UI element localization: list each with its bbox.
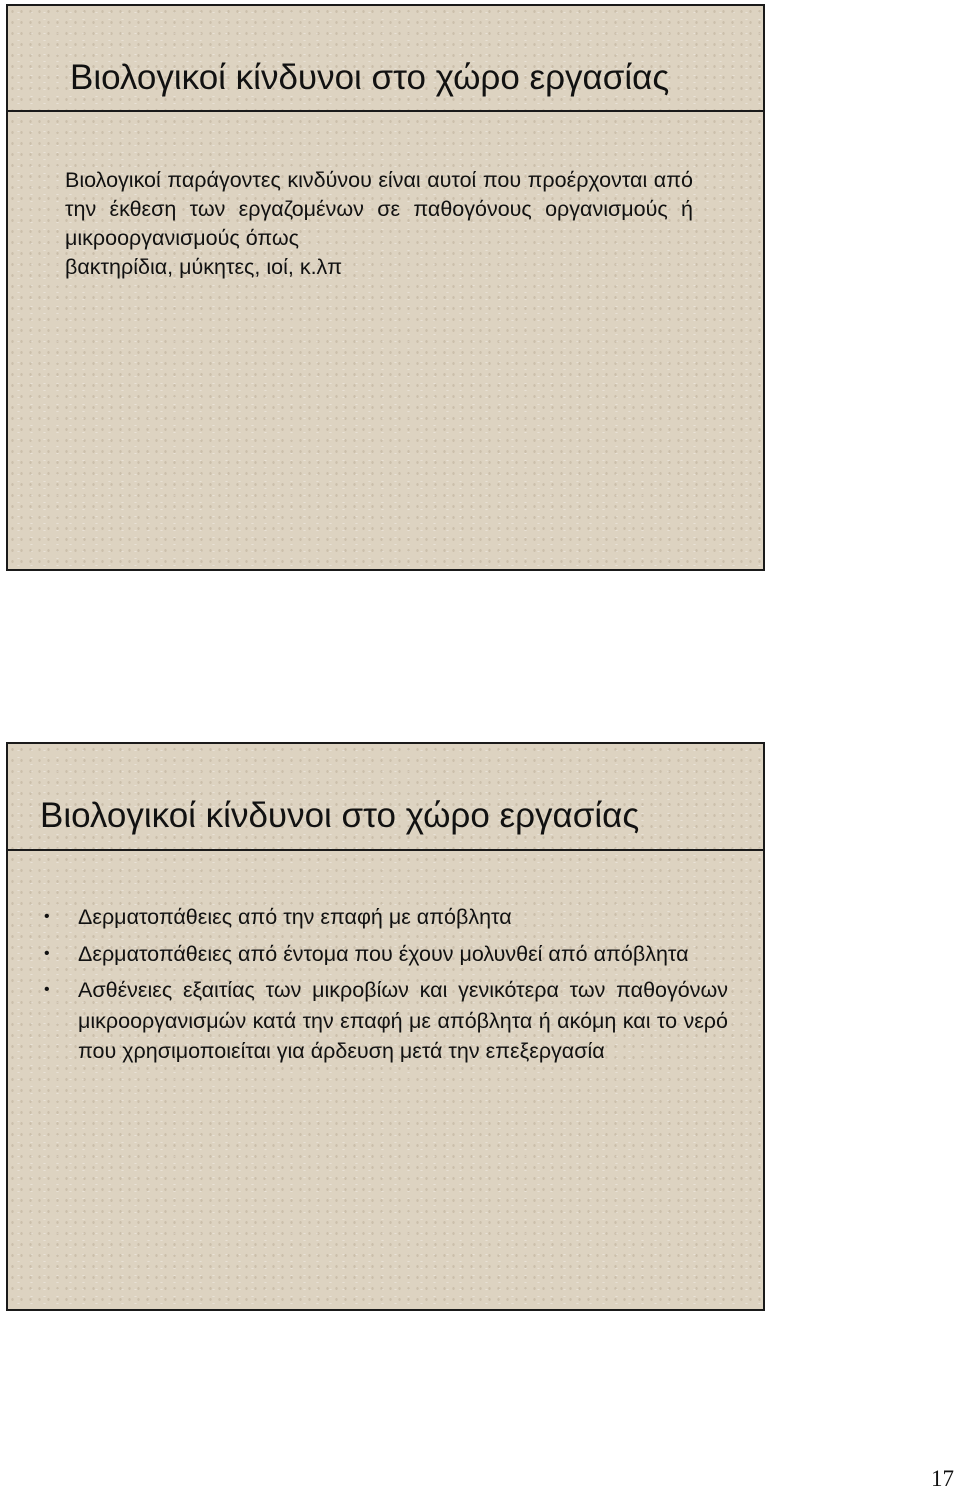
bullet-icon: • [44, 944, 50, 962]
bullet-text-2: Δερματοπάθειες από έντομα που έχουν μολυνθεί από απόβλητα [78, 941, 689, 966]
bullet-icon: • [44, 908, 50, 925]
slide-2-title-bar [8, 744, 763, 851]
bullet-text-3: Ασθένειες εξαιτίας των μικροβίων και γενικότερα των παθογόνων μικροοργανισμών κατά την επαφή με απόβλητα ή ακόμη και το νερό που χρησιμοποιείται για άρδευση μετά την επεξεργασία [78, 978, 728, 1063]
slide-1-body-main: Βιολογικοί παράγοντες κινδύνου είναι αυτοί που προέρχονται από την έκθεση των εργαζομένων σε παθογόνους οργανισμούς ή μικροοργανισμούς όπως [65, 168, 693, 250]
slide-1-title-bar [8, 6, 763, 112]
slide-1-body-text [65, 166, 693, 282]
bullet-item-2 [24, 939, 728, 970]
bullet-text-1: Δερματοπάθειες από την επαφή με απόβλητα [78, 905, 512, 929]
slide-1 [6, 4, 765, 571]
slide-2-title: Βιολογικοί κίνδυνοι στο χώρο εργασίας [40, 796, 640, 835]
bullet-item-3 [24, 975, 728, 1067]
slide-1-title: Βιολογικοί κίνδυνοι στο χώρο εργασίας [70, 58, 670, 97]
bullet-icon: • [44, 981, 50, 998]
slide-2 [6, 742, 765, 1311]
slide-2-bullet-list [24, 902, 728, 1073]
page-number: 17 [931, 1466, 954, 1491]
slide-1-body-end: βακτηρίδια, μύκητες, ιοί, κ.λπ [65, 255, 343, 279]
bullet-item-1 [24, 902, 728, 933]
